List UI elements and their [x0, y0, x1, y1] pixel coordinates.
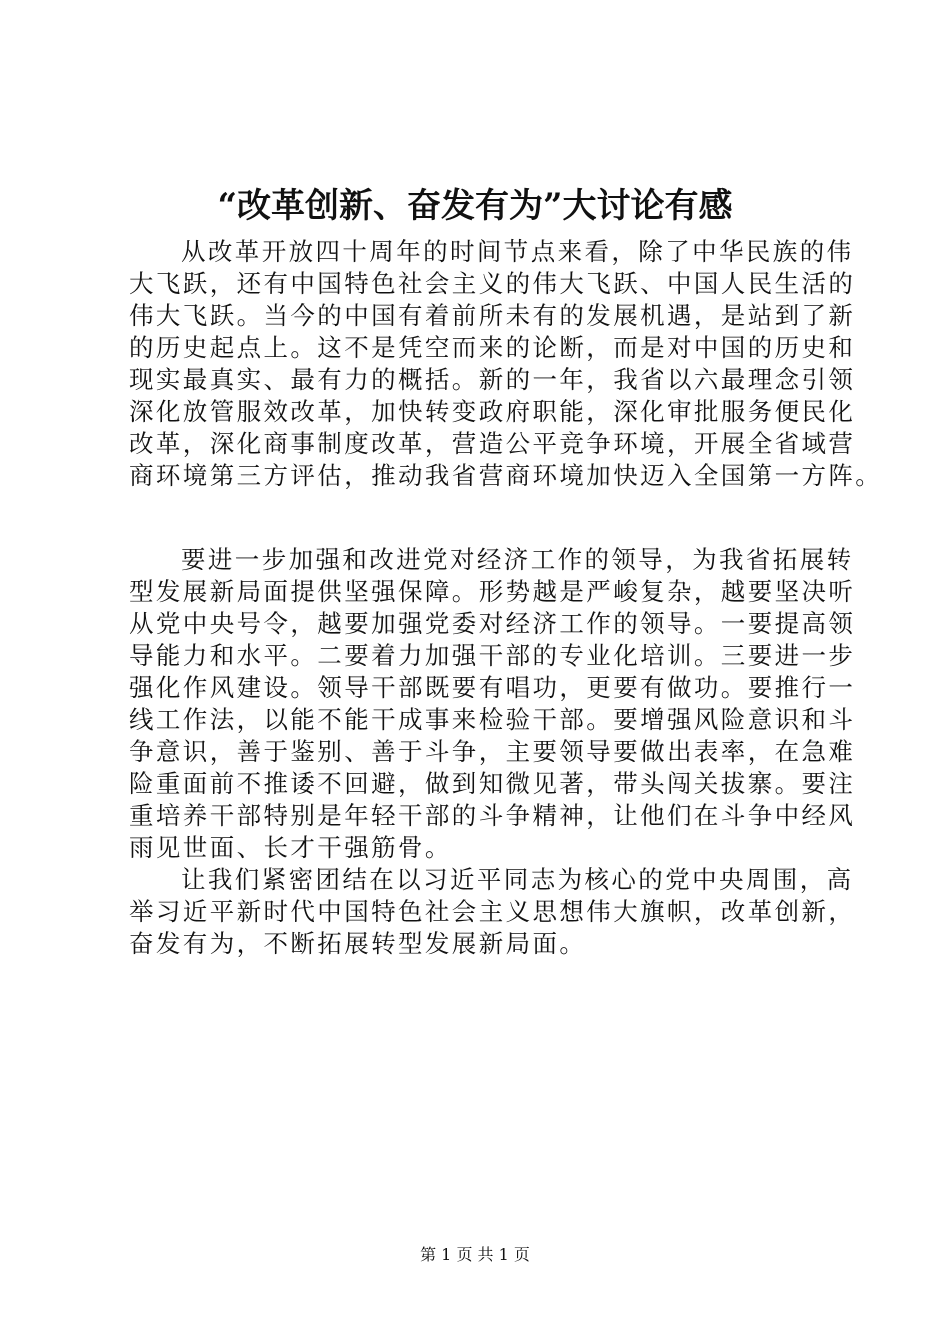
paragraph-line: 深化放管服效改革，加快转变政府职能，深化审批服务便民化 — [129, 397, 856, 426]
paragraph-line: 的历史起点上。这不是凭空而来的论断，而是对中国的历史和 — [129, 333, 856, 362]
paragraph-line: 大飞跃，还有中国特色社会主义的伟大飞跃、中国人民生活的 — [129, 269, 856, 298]
paragraph-line: 让我们紧密团结在以习近平同志为核心的党中央周围，高 — [181, 865, 854, 894]
paragraph-line: 导能力和水平。二要着力加强干部的专业化培训。三要进一步 — [129, 641, 856, 670]
paragraph-2 — [129, 544, 856, 864]
paragraph-line: 商环境第三方评估，推动我省营商环境加快迈入全国第一方阵。 — [129, 461, 883, 490]
paragraph-line: 从改革开放四十周年的时间节点来看，除了中华民族的伟 — [181, 237, 854, 266]
document-title: “改革创新、奋发有为”大讨论有感 — [217, 186, 733, 226]
paragraph-line: 要进一步加强和改进党对经济工作的领导，为我省拓展转 — [181, 545, 854, 574]
paragraph-line: 举习近平新时代中国特色社会主义思想伟大旗帜，改革创新， — [129, 897, 856, 926]
paragraph-line: 争意识，善于鉴别、善于斗争，主要领导要做出表率，在急难 — [129, 737, 856, 766]
document-body — [129, 236, 883, 960]
paragraph-line: 现实最真实、最有力的概括。新的一年，我省以六最理念引领 — [129, 365, 856, 394]
paragraph-line: 改革，深化商事制度改革，营造公平竞争环境，开展全省域营 — [129, 429, 856, 458]
paragraph-line: 伟大飞跃。当今的中国有着前所未有的发展机遇，是站到了新 — [129, 301, 856, 330]
paragraph-line: 重培养干部特别是年轻干部的斗争精神，让他们在斗争中经风 — [129, 801, 856, 830]
paragraph-line: 奋发有为，不断拓展转型发展新局面。 — [129, 929, 587, 958]
paragraph-line: 雨见世面、长才干强筋骨。 — [129, 833, 452, 862]
paragraph-line: 型发展新局面提供坚强保障。形势越是严峻复杂，越要坚决听 — [129, 577, 856, 606]
paragraph-3 — [129, 864, 856, 960]
paragraph-line: 强化作风建设。领导干部既要有唱功，更要有做功。要推行一 — [129, 673, 856, 702]
paragraph-line: 线工作法，以能不能干成事来检验干部。要增强风险意识和斗 — [129, 705, 856, 734]
page-footer: 第 1 页 共 1 页 — [420, 1245, 530, 1264]
paragraph-spacer — [129, 492, 837, 544]
paragraph-line: 从党中央号令，越要加强党委对经济工作的领导。一要提高领 — [129, 609, 856, 638]
paragraph-line: 险重面前不推诿不回避，做到知微见著，带头闯关拔寨。要注 — [129, 769, 856, 798]
paragraph-1 — [129, 236, 883, 492]
